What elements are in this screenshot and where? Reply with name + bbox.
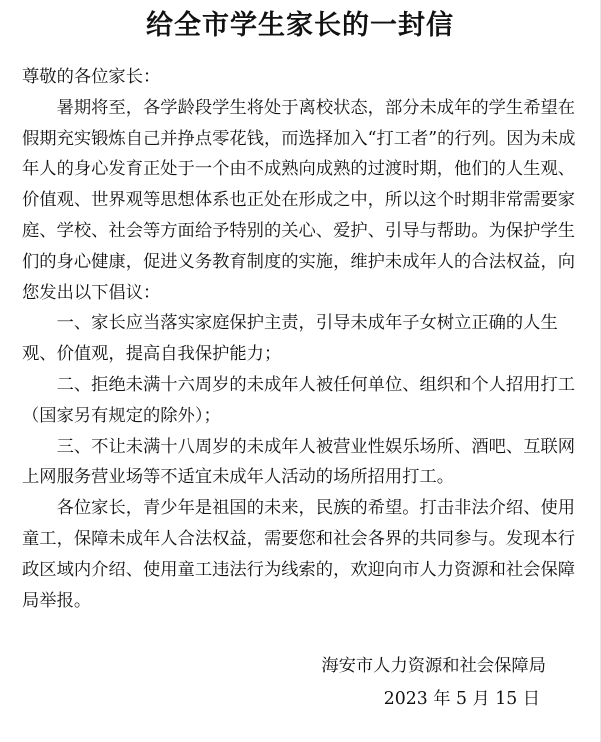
signature-block — [321, 650, 546, 716]
letter-body — [22, 62, 582, 616]
signature-organization: 海安市人力资源和社会保障局 — [321, 656, 546, 676]
letter-title: 给全市学生家长的一封信 — [146, 10, 454, 41]
salutation: 尊敬的各位家长： — [22, 67, 161, 87]
signature-date: 2023 年 5 月 15 日 — [383, 689, 540, 709]
paragraph-item-3: 三、不让未满十八周岁的未成年人被营业性娱乐场所、酒吧、互联网上网服务营业场等不适宜未成年人活动的场所招用打工。 — [22, 436, 576, 488]
paragraph-item-1: 一、家长应当落实家庭保护主责，引导未成年子女树立正确的人生观、价值观，提高自我保护能力； — [22, 313, 558, 365]
paragraph-item-2: 二、拒绝未满十六周岁的未成年人被任何单位、组织和个人招用打工（国家另有规定的除外）； — [22, 374, 576, 426]
paragraph-intro: 暑期将至，各学龄段学生将处于离校状态，部分未成年的学生希望在假期充实锻炼自己并挣点零花钱，而选择加入“打工者”的行列。因为未成年人的身心发育正处于一个由不成熟向成熟的过渡时期，他们的人生观、价值观、世界观等思想体系也正处在形成之中，所以这个时期非常需要家庭、学校、社会等方面给予特别的关心、爱护、引导与帮助。为保护学生们的身心健康，促进义务教育制度的实施，维护未成年人的合法权益，向您发出以下倡议： — [22, 97, 576, 303]
paragraph-closing: 各位家长，青少年是祖国的未来，民族的希望。打击非法介绍、使用童工，保障未成年人合法权益，需要您和社会各界的共同参与。发现本行政区域内介绍、使用童工违法行为线索的，欢迎向市人力资源和社会保障局举报。 — [22, 498, 576, 611]
